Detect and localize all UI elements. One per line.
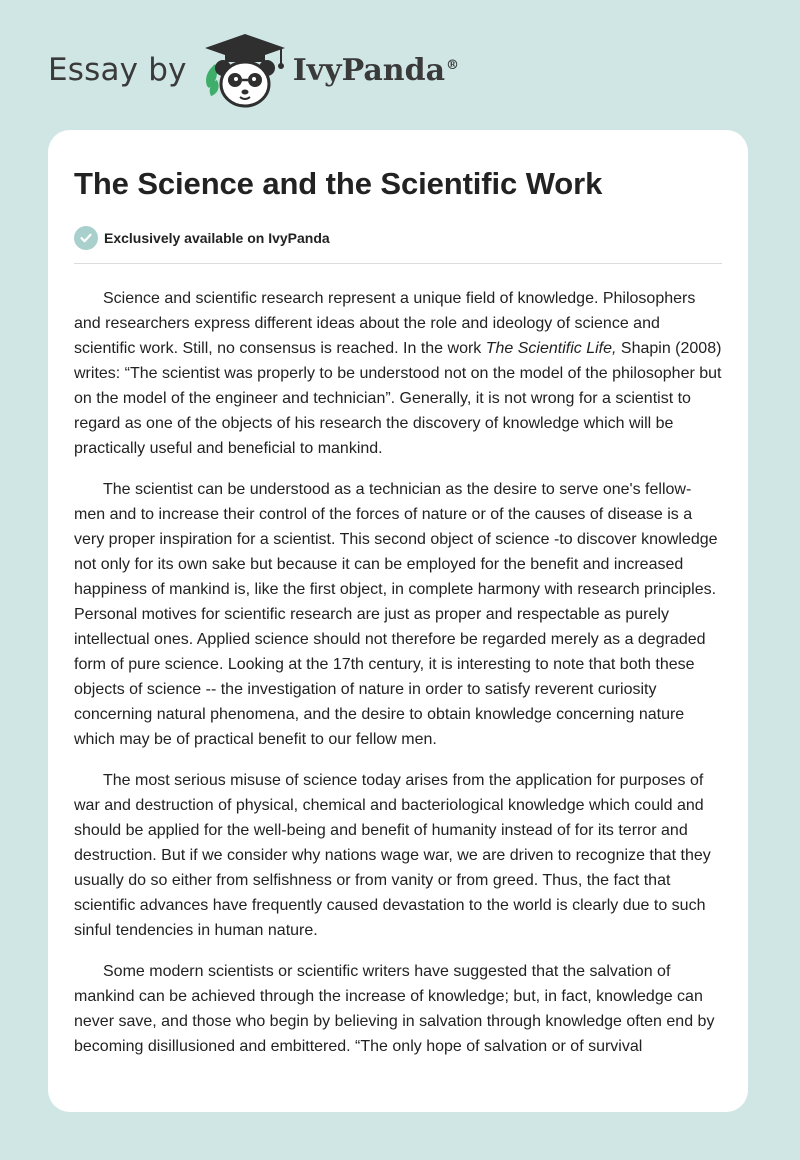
site-header [48,30,459,110]
page-title: The Science and the Scientific Work [74,166,603,201]
check-icon [74,226,98,250]
paragraph-3: The most serious misuse of science today arises from the application for purposes of war and destruction of physical, chemical and bacteriological knowledge which could and should be applied for the well-being and benefit of humanity instead of for its terror and destruction. But if we consider why nations wage war, we are driven to recognize that they usually do so either from selfishness or from vanity or from greed. Thus, the fact that scientific advances have frequently caused devastation to the world is clearly due to such sinful tendencies in human nature. [74,772,711,939]
paragraph-1: Science and scientific research represent a unique field of knowledge. Philosophers and researchers express different ideas about the role and ideology of science and scientific work. Still, no consensus is reached. In the work The Scientific Life, Shapin (2008) writes: “The scientist was properly to be understood not on the model of the philosopher but on the model of the engineer and technician”. Generally, it is not wrong for a scientist to regard as one of the objects of his research the discovery of knowledge which will be practically useful and beneficial to mankind. [74,290,722,457]
essay-by-label: Essay by [48,52,187,88]
book-title: The Scientific Life, [485,340,617,357]
paragraph-4: Some modern scientists or scientific writers have suggested that the salvation of mankind can be achieved through the increase of knowledge; but, in fact, knowledge can never save, and those who begin by believing in salvation through knowledge often end by becoming disillusioned and embittered. “The only hope of salvation or of survival [74,963,715,1055]
divider [74,263,722,264]
exclusive-badge-label: Exclusively available on IvyPanda [104,230,330,246]
panda-graduate-icon[interactable] [201,30,289,110]
paragraph-2: The scientist can be understood as a technician as the desire to serve one's fellow-men and to increase their control of the forces of nature or of the causes of disease is a very proper inspiration for a scientist. This second object of science -to discover knowledge not only for its own sake but because it can be employed for the benefit and increased happiness of mankind is, like the first object, in complete harmony with research principles. Personal motives for scientific research are just as proper and respectable as purely intellectual ones. Applied science should not therefore be regarded merely as a degraded form of pure science. Looking at the 17th century, it is interesting to note that both these objects of science -- the investigation of nature in order to satisfy reverent curiosity concerning natural phenomena, and the desire to obtain knowledge concerning nature which may be of practical benefit to our fellow men. [74,481,718,748]
exclusive-badge [74,226,722,250]
brand-name[interactable]: IvyPanda® [292,52,460,88]
essay-card [48,130,748,1112]
registered-mark: ® [446,57,460,73]
